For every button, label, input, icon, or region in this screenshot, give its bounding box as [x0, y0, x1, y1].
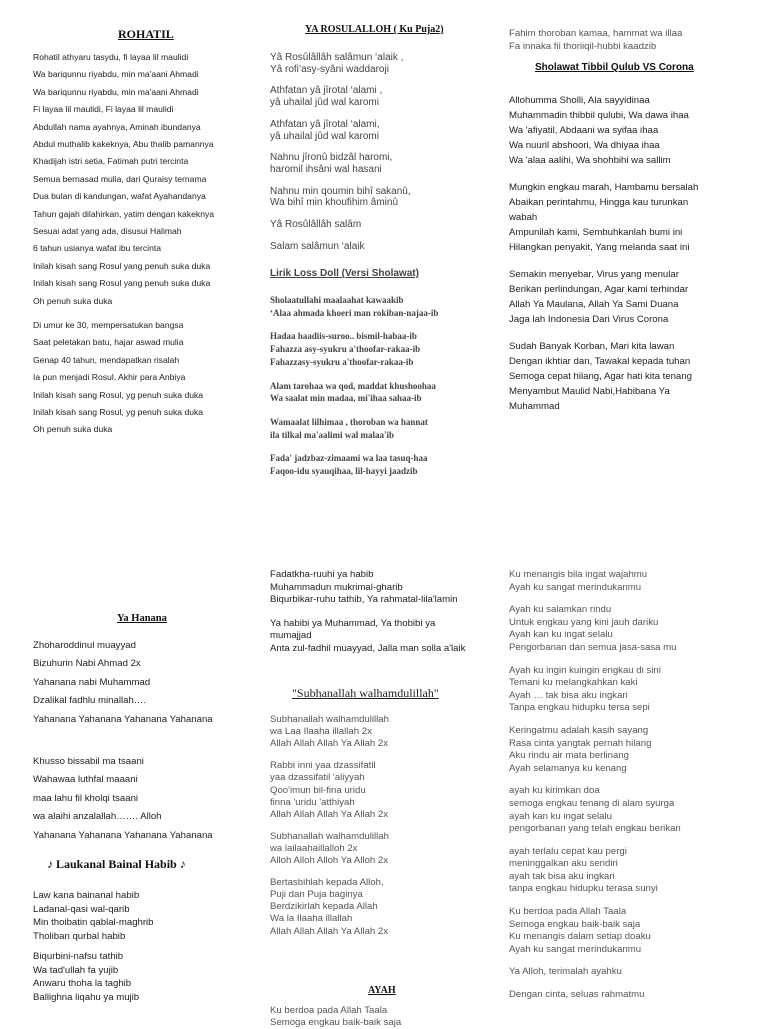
lyric-line: Dzalikal fadhlu minallah….	[33, 695, 147, 707]
lyric-line: Fi layaa lil maulidi, Fi layaa lil maulidi	[33, 104, 174, 115]
lyric-line: Muhammadun mukrimal-gharib	[270, 581, 403, 593]
lyric-line: ayah terlalu cepat kau pergi	[509, 845, 627, 857]
lyric-line: pengorbanan yang telah engkau berikan	[509, 823, 681, 835]
lyric-line: Abdullah nama ayahnya, Aminah ibundanya	[33, 121, 201, 132]
lyric-line: 6 tahun usianya wafat ibu tercinta	[33, 243, 162, 254]
lyric-line: Dua bulan di kandungan, wafat Ayahandanya	[33, 191, 206, 202]
lyric-line: Nahnu min qoumin bihî sakanû,	[270, 185, 411, 197]
lyric-line: Yâ Rosûlâllâh salâmun ‘alaik ,	[270, 52, 404, 63]
lyric-line: Inilah kisah sang Rosul, yg penuh suka duka	[33, 407, 204, 418]
stanza	[270, 760, 389, 821]
lyric-line: haromil ihsâni wal hasani	[270, 163, 382, 175]
lyric-line: Biqurbini-nafsu tathib	[33, 951, 124, 962]
lyric-line: tanpa engkau hidupku terasa sunyi	[509, 883, 658, 895]
lyric-line: Ampunilah kami, Sembuhkanlah bumi ini	[509, 227, 683, 238]
stanza	[270, 877, 389, 938]
lyric-line: Fahazza asy-syukru a'thoofar-rakaa-ib	[270, 344, 421, 355]
lyric-line: Mungkin engkau marah, Hambamu bersalah	[509, 182, 699, 193]
lyric-line: Wamaalat lilhimaa , thoroban wa hannat	[270, 416, 428, 427]
lyric-line: Nahnu jîronû bidzâl haromi,	[270, 152, 393, 164]
lyric-line: Inilah kisah sang Rosul, yg penuh suka duka	[33, 389, 204, 400]
lyric-line: Semoga engkau baik-baik saja	[270, 1017, 402, 1029]
lyric-line: meninggalkan aku sendiri	[509, 858, 618, 870]
lyric-line: Ballighna liqahu ya mujib	[33, 991, 140, 1003]
lyric-line: wabah	[509, 212, 538, 223]
stanza	[270, 152, 411, 175]
lyric-line: Allah Allah Allah Ya Allah 2x	[270, 808, 389, 820]
lyric-line: Wa bihî min khoufihim âminû	[270, 197, 399, 209]
lyric-line: Dengan cinta, seluas rahmatmu	[509, 989, 645, 1001]
lyric-line: Ayah ku ingin kuingin engkau di sini	[509, 664, 661, 676]
rohatil-verse-1	[33, 49, 214, 310]
stanza	[509, 966, 681, 979]
lyric-line: Keringatmu adalah kasih sayang	[509, 724, 649, 736]
lossdoll-title: Lirik Loss Doll (Versi Sholawat)	[270, 268, 419, 279]
lyric-line: Ayah ku salamkan rindu	[509, 604, 612, 616]
lyric-line: Semoga engkau baik-baik saja	[509, 918, 641, 930]
lyric-line: Subhanallah walhamdulillah	[270, 714, 389, 725]
stanza	[270, 714, 389, 751]
lyric-line: Puji dan Puja baginya	[270, 888, 363, 900]
lyric-line: wa alaihi anzalallah……. Alloh	[33, 811, 162, 823]
lyric-line: Temani ku melangkahkan kaki	[509, 677, 638, 689]
lyric-line: Ya Alloh, terimalah ayahku	[509, 966, 622, 978]
lyric-line: ayah ku kirimkan doa	[509, 785, 600, 797]
lyric-line: Wa tad'ullah fa yujib	[33, 964, 119, 976]
lyric-line: finna 'uridu 'atthiyah	[270, 796, 355, 808]
lyric-line: Semua bernasad mulia, dari Quraisy ternama	[33, 173, 207, 184]
yahanana-verse-2	[33, 753, 213, 845]
lyric-line: Hilangkan penyakit, Yang melanda saat ini	[509, 242, 690, 253]
sholawat-lyrics	[509, 93, 698, 426]
stanza	[270, 416, 438, 441]
lyric-line: Semakin menyebar, Virus yang menular	[509, 269, 679, 280]
stanza	[270, 186, 411, 209]
rohatil-verse-2	[33, 317, 203, 439]
lyric-line: Anwaru thoha la taghib	[33, 978, 132, 989]
lyric-line: Fahazzasy-syukru a'thoofar-rakaa-ib	[270, 356, 414, 367]
lyric-line: Law kana bainanal habib	[33, 890, 140, 901]
yahanana-title: Ya Hanana	[117, 613, 167, 624]
stanza	[509, 569, 681, 594]
lyric-line: Yahanana nabi Muhammad	[33, 676, 151, 688]
lyric-line: Ku berdoa pada Allah Taala	[509, 906, 627, 918]
stanza	[270, 219, 411, 231]
lyric-line: ayah kan ku ingat selalu	[509, 810, 612, 822]
ayah-lyrics-col3	[509, 569, 681, 1012]
lyric-line: Fahim thoroban kamaa, hammat wa illaa	[509, 28, 683, 39]
lyric-line: Inilah kisah sang Rosul yang penuh suka duka	[33, 278, 211, 289]
lyric-line: Inilah kisah sang Rosul yang penuh suka duka	[33, 260, 211, 271]
lyric-line: Min thoibatin qablal-maghrib	[33, 917, 154, 928]
lyric-line: Yahanana Yahanana Yahanana Yahanana	[33, 713, 213, 725]
lyric-line: Muhammad	[509, 401, 560, 412]
stanza	[509, 93, 698, 168]
lyric-line: Ku menangis bila ingat wajahmu	[509, 569, 648, 580]
lyric-line: Alam tarohaa wa qod, maddat khushoohaa	[270, 380, 436, 391]
stanza	[509, 989, 681, 1002]
lyric-line: Ayah selamanya ku kenang	[509, 762, 627, 774]
stanza	[509, 180, 698, 255]
lyric-line: Tanpa engkau hidupku tersa sepi	[509, 702, 650, 714]
sholawat-title: Sholawat Tibbil Qulub VS Corona	[535, 62, 694, 73]
stanza	[270, 119, 411, 142]
lyric-line: Athfatan yâ jîrotal ‘alami ,	[270, 85, 383, 97]
lyric-line: Rabbi inni yaa dzassifatil	[270, 760, 376, 772]
stanza	[270, 452, 438, 477]
lyric-line: Berikan perlindungan, Agar kami terhindar	[509, 284, 689, 295]
lyric-line: Saat peletakan batu, hajar aswad mulia	[33, 337, 184, 348]
lyric-line: Allohumma Sholli, Ala sayyidinaa	[509, 95, 650, 106]
lyric-line: Sesuai adat yang ada, disusui Halimah	[33, 226, 182, 237]
lyric-line: Ayah kan ku ingat selalu	[509, 629, 613, 641]
lyric-line: Menyambut Maulid Nabi,Habibana Ya	[509, 386, 670, 397]
lyric-line: Ia pun menjadi Rosul, Akhir para Anbiya	[33, 372, 186, 383]
laukanal-title: ♪ Laukanal Bainal Habib ♪	[47, 857, 186, 871]
lyric-line: Oh penuh suka duka	[33, 295, 113, 306]
lyric-line: Zhoharoddinul muayyad	[33, 640, 136, 651]
lyric-line: Hadaa haadiis-suroo.. bismil-habaa-ib	[270, 331, 417, 342]
lyric-line: yaa dzassifatil 'aliyyah	[270, 772, 365, 784]
lyric-line: Wa bariqunnu riyabdu, min ma'aani Ahmadi	[33, 69, 199, 80]
ayah-title: AYAH	[368, 985, 396, 996]
stanza	[270, 241, 411, 253]
lyric-line: Sholaatullahi maalaahat kawaakib	[270, 295, 404, 305]
stanza	[509, 846, 681, 896]
lyric-line: Biqurbikar-ruhu tathib, Ya rahmatal-lila'lamin	[270, 594, 458, 605]
lyric-line: Ku berdoa pada Allah Taala	[270, 1005, 388, 1016]
lyric-line: Semoga cepat hilang, Agar hati kita tenang	[509, 371, 692, 382]
lyric-line: Sudah Banyak Korban, Mari kita lawan	[509, 341, 675, 352]
lyric-line: Ladanal-qasi wal-qarib	[33, 903, 130, 915]
stanza	[270, 294, 438, 319]
laukanal-verse-2	[33, 950, 139, 1004]
stanza	[509, 604, 681, 654]
lyric-line: Wa 'afiyatil, Abdaani wa syifaa ihaa	[509, 125, 659, 136]
lyric-line: Fadatkha-ruuhi ya habib	[270, 569, 374, 580]
lyric-line: yâ uhailal jûd wal karomi	[270, 130, 379, 142]
lyric-line: Fada' jadzbaz-zimaami wa laa tasuq-haa	[270, 453, 428, 464]
lyric-line: Yahanana Yahanana Yahanana Yahanana	[33, 829, 213, 841]
lyric-line: Yâ rofi’asy-syâni waddaroji	[270, 63, 389, 75]
lyric-line: Allah Allah Allah Ya Allah 2x	[270, 925, 389, 937]
lyric-line: Allah Ya Maulana, Allah Ya Sami Duana	[509, 299, 679, 310]
lyric-line: Abaikan perintahmu, Hingga kau turunkan	[509, 197, 689, 208]
lyric-line: Athfatan yâ jîrotal ‘alami,	[270, 118, 380, 130]
lyric-line: Muhammadin thibbil qulubi, Wa dawa ihaa	[509, 110, 689, 121]
lyric-line: ‘Alaa ahmada khoeri man rokiban-najaa-ib	[270, 307, 439, 318]
lyric-line: mumajjad	[270, 630, 312, 641]
stanza	[270, 618, 465, 656]
fahim-lyrics	[509, 27, 682, 53]
lyric-line: Wa nuuril abshoori, Wa dhiyaa ihaa	[509, 140, 660, 151]
lyric-line: Bertasbihlah kepada Alloh,	[270, 876, 384, 888]
yarosul-lyrics	[270, 52, 411, 262]
lyric-line: Dengan ikhtiar dan, Tawakal kepada tuhan	[509, 356, 691, 367]
lyric-line: Qoo'imun bil-fina uridu	[270, 784, 366, 796]
lyric-line: Abdul muthalib kakeknya, Abu thalib pamannya	[33, 139, 214, 150]
lyric-line: Fa innaka fii thoriiqil-hubbi kaadzib	[509, 41, 657, 53]
lyric-line: wa lailaahaillalloh 2x	[270, 842, 358, 854]
stanza	[509, 665, 681, 715]
lyric-line: wa Laa Ilaaha illallah 2x	[270, 726, 372, 738]
lyric-line: ayah tak bisa aku ingkari	[509, 870, 615, 882]
lyric-line: yâ uhailal jûd wal karomi	[270, 97, 379, 109]
lyric-line: maa lahu fil kholqi tsaani	[33, 792, 139, 804]
stanza	[509, 267, 698, 327]
lossdoll-lyrics	[270, 294, 438, 489]
lyric-line: Aku rindu air mata berlinang	[509, 750, 629, 762]
lyric-line: Rohatil athyaru tasydu, fi layaa lil maulidi	[33, 52, 189, 62]
stanza	[270, 330, 438, 368]
stanza	[270, 569, 465, 607]
yarosul-title: YA ROSULALLOH ( Ku Puja2)	[305, 24, 444, 35]
stanza	[509, 785, 681, 835]
lyric-line: Tahun gajah dilahirkan, yatim dengan kakeknya	[33, 208, 215, 219]
lyric-line: Yâ Rosûlâllâh salâm	[270, 219, 362, 231]
subhanallah-lyrics	[270, 714, 389, 947]
lyric-line: Rasa cinta yangtak pernah hilang	[509, 737, 652, 749]
lyric-line: Di umur ke 30, mempersatukan bangsa	[33, 320, 184, 330]
lyric-line: Wahawaa luthfal maaani	[33, 774, 138, 786]
stanza	[270, 52, 411, 75]
stanza	[270, 85, 411, 108]
subhanallah-title: "Subhanallah walhamdulillah"	[292, 686, 439, 700]
lyric-line: Bizuhurin Nabi Ahmad 2x	[33, 658, 141, 670]
lyric-line: Wa saalat min madaa, mi'ihaa sahaa-ib	[270, 393, 422, 404]
lyric-line: Untuk engkau yang kini jauh dariku	[509, 616, 659, 628]
lyric-line: Faqoo-idu syauqihaa, lil-hayyi jaadzib	[270, 466, 418, 477]
lyric-line: Ayah … tak bisa aku ingkari	[509, 689, 628, 701]
stanza	[270, 380, 438, 405]
lyric-line: Ayah ku sangat merindukanmu	[509, 943, 642, 955]
lyric-line: Khadijah istri setia, Fatimah putri tercinta	[33, 156, 189, 167]
lyric-line: Wa la Ilaaha illallah	[270, 913, 353, 925]
lyric-line: semoga engkau tenang di alam syurga	[509, 797, 675, 809]
lyric-line: Khusso bissabil ma tsaani	[33, 756, 144, 767]
lyric-line: Alloh Alloh Alloh Ya Alloh 2x	[270, 855, 389, 867]
rohatil-title: ROHATIL	[118, 27, 174, 41]
stanza	[509, 339, 698, 414]
laukanal-verse-1	[33, 889, 154, 943]
lyric-line: Ayah ku sangat merindukanmu	[509, 581, 642, 593]
lyric-line: Allah Allah Allah Ya Allah 2x	[270, 738, 389, 750]
lyric-line: Genap 40 tahun, mendapatkan risalah	[33, 354, 180, 365]
lyric-line: Pengorbanan dan semua jasa-sasa mu	[509, 641, 677, 653]
lyric-line: Jaga lah Indonesia Dari Virus Corona	[509, 314, 669, 325]
lyric-line: Wa bariqunnu riyabdu, min ma'aani Ahmadi	[33, 86, 199, 97]
yahanana-verse-1	[33, 637, 213, 729]
lyric-line: Wa 'alaa aalihi, Wa shohbihi wa sallim	[509, 155, 671, 166]
lyric-line: Ku menangis dalam setiap doaku	[509, 931, 651, 943]
lyric-line: Ya habibi ya Muhammad, Ya thobibi ya	[270, 617, 436, 629]
lyric-line: Subhanallah walhamdulillah	[270, 830, 389, 842]
stanza	[509, 906, 681, 956]
lyric-line: Tholiban qurbal habib	[33, 930, 126, 942]
lyric-line: Oh penuh suka duka	[33, 424, 113, 435]
stanza	[509, 725, 681, 775]
lyric-line: Salam salâmun ‘alaik	[270, 240, 365, 252]
stanza	[270, 831, 389, 868]
fadatkha-lyrics	[270, 569, 465, 666]
ayah-lyrics-col2	[270, 1005, 401, 1029]
lyric-line: Berdzikirlah kepada Allah	[270, 901, 378, 913]
lyric-line: Anta zul-fadhil muayyad, Jalla man solla a'laik	[270, 642, 466, 654]
lyric-line: ila tilkal ma'aalimi wal malaa'ib	[270, 429, 395, 440]
